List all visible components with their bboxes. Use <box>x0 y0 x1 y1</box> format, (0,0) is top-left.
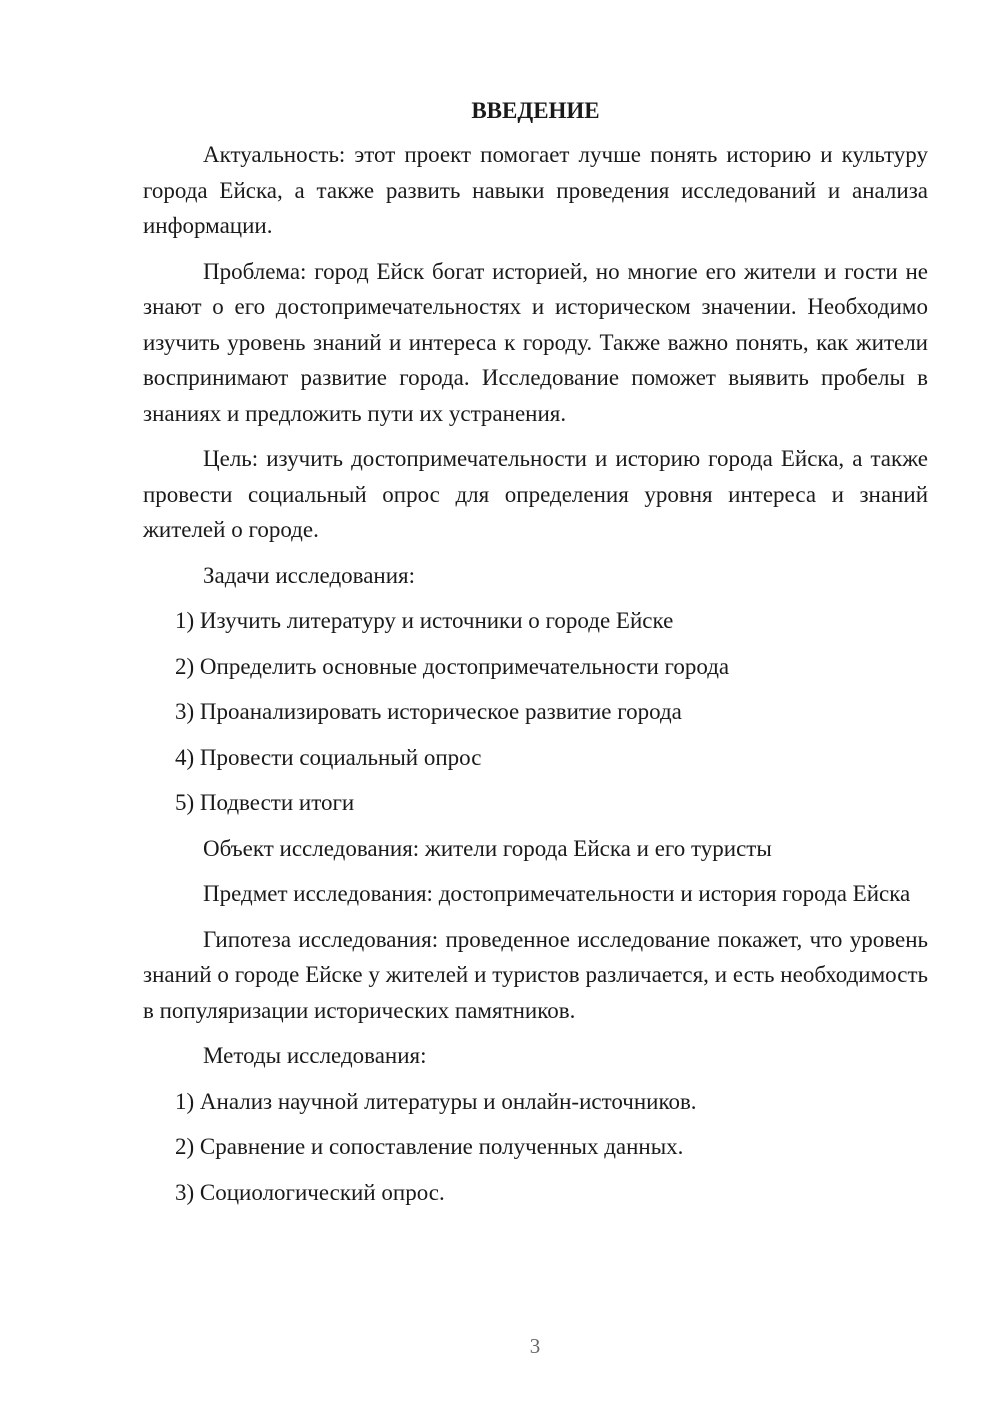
methods-list <box>143 1084 928 1211</box>
task-item: 4) Провести социальный опрос <box>175 744 482 770</box>
page-title: ВВЕДЕНИЕ <box>471 98 600 123</box>
relevance-paragraph: Актуальность: этот проект помогает лучше понять историю и культуру города Ейска, а также развить навыки проведения исследований и анализа информации. <box>143 142 928 238</box>
hypothesis-paragraph: Гипотеза исследования: проведенное исследование покажет, что уровень знаний о городе Ейске у жителей и туристов различается, и есть необходимость в популяризации исторических памятников. <box>143 926 928 1023</box>
tasks-heading: Задачи исследования: <box>203 562 416 588</box>
tasks-list <box>143 603 928 821</box>
method-item: 2) Сравнение и сопоставление полученных данных. <box>175 1134 684 1159</box>
goal-paragraph: Цель: изучить достопримечательности и историю города Ейска, а также провести социальный опрос для определения уровня интереса и знаний жителей о городе. <box>143 446 928 542</box>
subject-paragraph: Предмет исследования: достопримечательности и история города Ейска <box>203 881 911 906</box>
method-item: 1) Анализ научной литературы и онлайн-источников. <box>175 1088 697 1114</box>
problem-paragraph: Проблема: город Ейск богат историей, но многие его жители и гости не знают о его достопримечательностях и историческом значении. Необходимо изучить уровень знаний и интереса к городу. Также важно понять, как жители воспринимают развитие города. Исследование поможет выявить пробелы в знаниях и предложить пути их устранения. <box>143 258 928 426</box>
page-number: 3 <box>529 1334 541 1358</box>
methods-heading: Методы исследования: <box>203 1043 427 1068</box>
task-item: 5) Подвести итоги <box>175 790 355 815</box>
task-item: 3) Проанализировать историческое развитие города <box>175 699 682 724</box>
task-item: 2) Определить основные достопримечательности города <box>175 653 730 679</box>
method-item: 3) Социологический опрос. <box>175 1179 445 1205</box>
document-page <box>143 95 928 1220</box>
object-paragraph: Объект исследования: жители города Ейска и его туристы <box>203 835 772 861</box>
task-item: 1) Изучить литературу и источники о городе Ейске <box>175 608 674 633</box>
